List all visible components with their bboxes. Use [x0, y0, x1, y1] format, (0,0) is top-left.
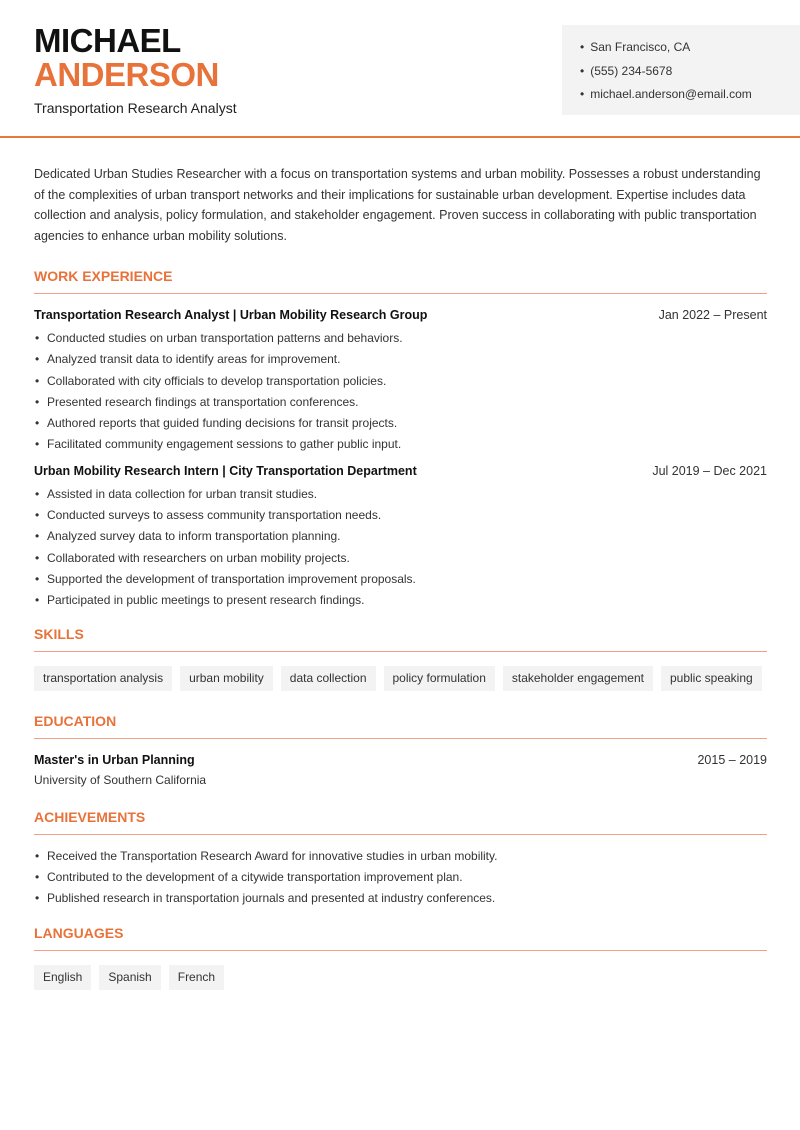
language-chip: French: [169, 965, 224, 990]
language-chip: Spanish: [99, 965, 160, 990]
languages-list: [34, 965, 767, 990]
list-item: • Assisted in data collection for urban transit studies.: [34, 486, 767, 507]
job-date-2: Jul 2019 – Dec 2021: [652, 463, 767, 478]
section-heading-work: WORK EXPERIENCE: [34, 268, 767, 294]
skill-chip: policy formulation: [384, 666, 495, 691]
list-item: • Conducted studies on urban transportation patterns and behaviors.: [34, 330, 767, 351]
list-item: • Collaborated with city officials to develop transportation policies.: [34, 373, 767, 394]
skill-chip: data collection: [281, 666, 376, 691]
list-item: • Authored reports that guided funding decisions for transit projects.: [34, 415, 767, 436]
skill-chip: transportation analysis: [34, 666, 172, 691]
list-item: • Collaborated with researchers on urban mobility projects.: [34, 550, 767, 571]
section-heading-achievements: ACHIEVEMENTS: [34, 809, 767, 835]
education-date: 2015 – 2019: [697, 752, 767, 767]
last-name: ANDERSON: [34, 56, 219, 93]
section-heading-education: EDUCATION: [34, 713, 767, 739]
job-bullets-2: [34, 486, 767, 614]
list-item: • Analyzed transit data to identify areas for improvement.: [34, 351, 767, 372]
school: University of Southern California: [34, 772, 207, 787]
resume-header: [0, 0, 800, 138]
list-item: • Conducted surveys to assess community transportation needs.: [34, 507, 767, 528]
skills-list: [34, 666, 767, 691]
job-entry-2: [34, 464, 767, 478]
first-name: MICHAEL: [34, 22, 181, 59]
section-heading-languages: LANGUAGES: [34, 925, 767, 951]
contact-box: [562, 25, 800, 115]
achievements-list: [34, 848, 767, 912]
summary: Dedicated Urban Studies Researcher with a focus on transportation systems and urban mobility. Possesses a robust understanding of the complexities of urban transport networks and their implications for sustainable urban development. Expertise includes data collection and analysis, policy formulation, and stakeholder engagement. Proven success in collaborating with public transportation agencies to enhance urban mobility solutions.: [34, 167, 761, 243]
job-title-1: Transportation Research Analyst | Urban Mobility Research Group: [34, 308, 428, 322]
job-bullets-1: [34, 330, 767, 458]
list-item: • Received the Transportation Research Award for innovative studies in urban mobility.: [34, 848, 767, 869]
candidate-name: [34, 24, 219, 92]
skill-chip: stakeholder engagement: [503, 666, 653, 691]
job-date-1: Jan 2022 – Present: [658, 308, 767, 322]
skill-chip: urban mobility: [180, 666, 273, 691]
job-title-2: Urban Mobility Research Intern | City Transportation Department: [34, 463, 417, 478]
skill-chip: public speaking: [661, 666, 762, 691]
list-item: • Presented research findings at transportation conferences.: [34, 394, 767, 415]
contact-phone: • (555) 234-5678: [580, 63, 800, 87]
list-item: • Contributed to the development of a citywide transportation improvement plan.: [34, 869, 767, 890]
job-title: Transportation Research Analyst: [34, 100, 237, 116]
contact-email: • michael.anderson@email.com: [580, 86, 800, 110]
degree: Master's in Urban Planning: [34, 752, 195, 767]
list-item: • Facilitated community engagement sessions to gather public input.: [34, 436, 767, 457]
education-entry: [34, 753, 767, 767]
language-chip: English: [34, 965, 91, 990]
list-item: • Supported the development of transportation improvement proposals.: [34, 571, 767, 592]
list-item: • Participated in public meetings to present research findings.: [34, 592, 767, 613]
section-heading-skills: SKILLS: [34, 626, 767, 652]
job-entry-1: [34, 308, 767, 322]
list-item: • Analyzed survey data to inform transportation planning.: [34, 528, 767, 549]
contact-location: • San Francisco, CA: [580, 39, 800, 63]
list-item: • Published research in transportation journals and presented at industry conferences.: [34, 890, 767, 911]
